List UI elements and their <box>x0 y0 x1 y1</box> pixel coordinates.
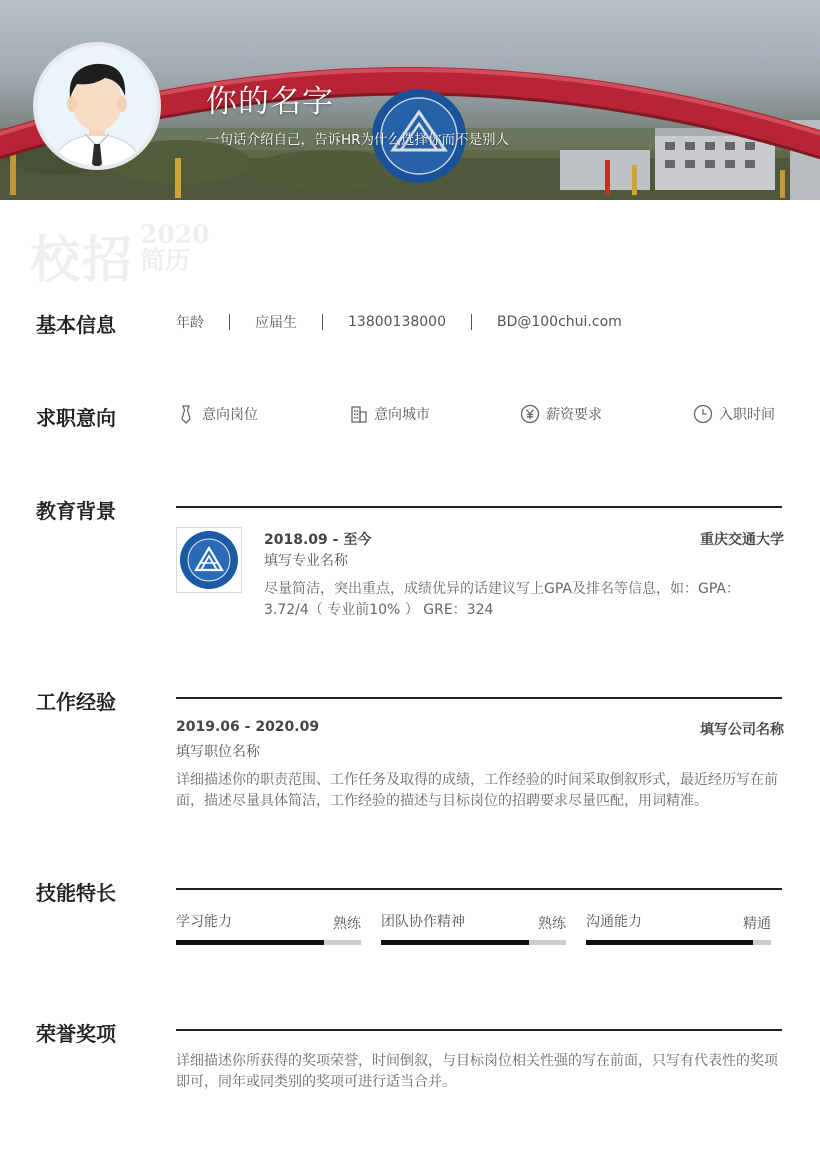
divider <box>229 314 230 330</box>
school-name: 重庆交通大学 <box>700 532 784 548</box>
skill-name: 沟通能力 <box>586 914 642 930</box>
work-position: 填写职位名称 <box>176 744 260 760</box>
intent-salary <box>520 404 602 424</box>
candidate-tagline: 一句话介绍自己，告诉HR为什么选择你而不是别人 <box>206 132 510 148</box>
yuan-icon <box>520 404 540 424</box>
skill-name: 团队协作精神 <box>381 914 465 930</box>
watermark-side-text <box>140 222 210 274</box>
honors-description: 详细描述你所获得的奖项荣誉，时间倒叙，与目标岗位相关性强的写在前面，只写有代表性的奖项即可，同年或同类别的奖项可进行适当合并。 <box>176 1053 778 1090</box>
watermark-word: 简历 <box>140 246 191 275</box>
skill-progress-bar <box>176 940 361 945</box>
basic-info-row <box>176 312 622 332</box>
intent-start-time-label: 入职时间 <box>719 407 775 423</box>
section-title-education: 教育背景 <box>36 499 116 523</box>
section-title-basic: 基本信息 <box>36 313 116 337</box>
section-divider <box>176 506 782 508</box>
section-title-intent: 求职意向 <box>36 406 116 430</box>
age-value: 年龄 <box>176 315 204 331</box>
skill-name: 学习能力 <box>176 914 232 930</box>
section-divider <box>176 888 782 890</box>
divider <box>471 314 472 330</box>
intent-position-label: 意向岗位 <box>202 407 258 423</box>
watermark-big-text: 校招 <box>30 230 134 289</box>
section-title-honors: 荣誉奖项 <box>36 1022 116 1046</box>
building-icon <box>350 404 368 424</box>
skill-level: 精通 <box>743 916 771 932</box>
work-description: 详细描述你的职责范围、工作任务及取得的成绩，工作经验的时间采取倒叙形式，最近经历写在前面，描述尽量具体简洁，工作经验的描述与目标岗位的招聘要求尽量匹配，用词精准。 <box>176 772 778 809</box>
tie-icon <box>176 404 196 424</box>
education-major: 填写专业名称 <box>264 553 348 569</box>
skill-progress-fill <box>176 940 324 945</box>
candidate-name: 你的名字 <box>206 84 334 120</box>
section-title-skills: 技能特长 <box>36 881 116 905</box>
skill-progress-fill <box>381 940 529 945</box>
intent-start-time <box>693 404 775 424</box>
section-title-work: 工作经验 <box>36 690 116 714</box>
skill-progress-bar <box>586 940 771 945</box>
skill-level: 熟练 <box>538 916 566 932</box>
education-description: 尽量简洁，突出重点，成绩优异的话建议写上GPA及排名等信息，如：GPA：3.72/4（ 专业前10% ） GRE：324 <box>264 581 740 618</box>
intent-city-label: 意向城市 <box>374 407 430 423</box>
section-divider <box>176 697 782 699</box>
header-banner <box>0 0 820 200</box>
skill-progress-bar <box>381 940 566 945</box>
work-period: 2019.06 - 2020.09 <box>176 719 320 735</box>
avatar[interactable] <box>33 42 161 170</box>
watermark-year: 2020 <box>140 220 210 249</box>
divider <box>322 314 323 330</box>
status-value: 应届生 <box>255 315 297 331</box>
intent-city <box>350 404 430 424</box>
school-emblem-icon <box>177 528 241 592</box>
skill-level: 熟练 <box>333 916 361 932</box>
company-name: 填写公司名称 <box>700 722 784 738</box>
phone-value[interactable]: 13800138000 <box>348 314 446 330</box>
clock-icon <box>693 404 713 424</box>
campus-resume-watermark <box>30 220 210 292</box>
education-period: 2018.09 - 至今 <box>264 532 372 548</box>
skill-progress-fill <box>586 940 753 945</box>
school-logo <box>176 527 242 593</box>
intent-position <box>176 404 258 424</box>
intent-salary-label: 薪资要求 <box>546 407 602 423</box>
section-divider <box>176 1029 782 1031</box>
email-value[interactable]: BD@100chui.com <box>496 314 622 330</box>
